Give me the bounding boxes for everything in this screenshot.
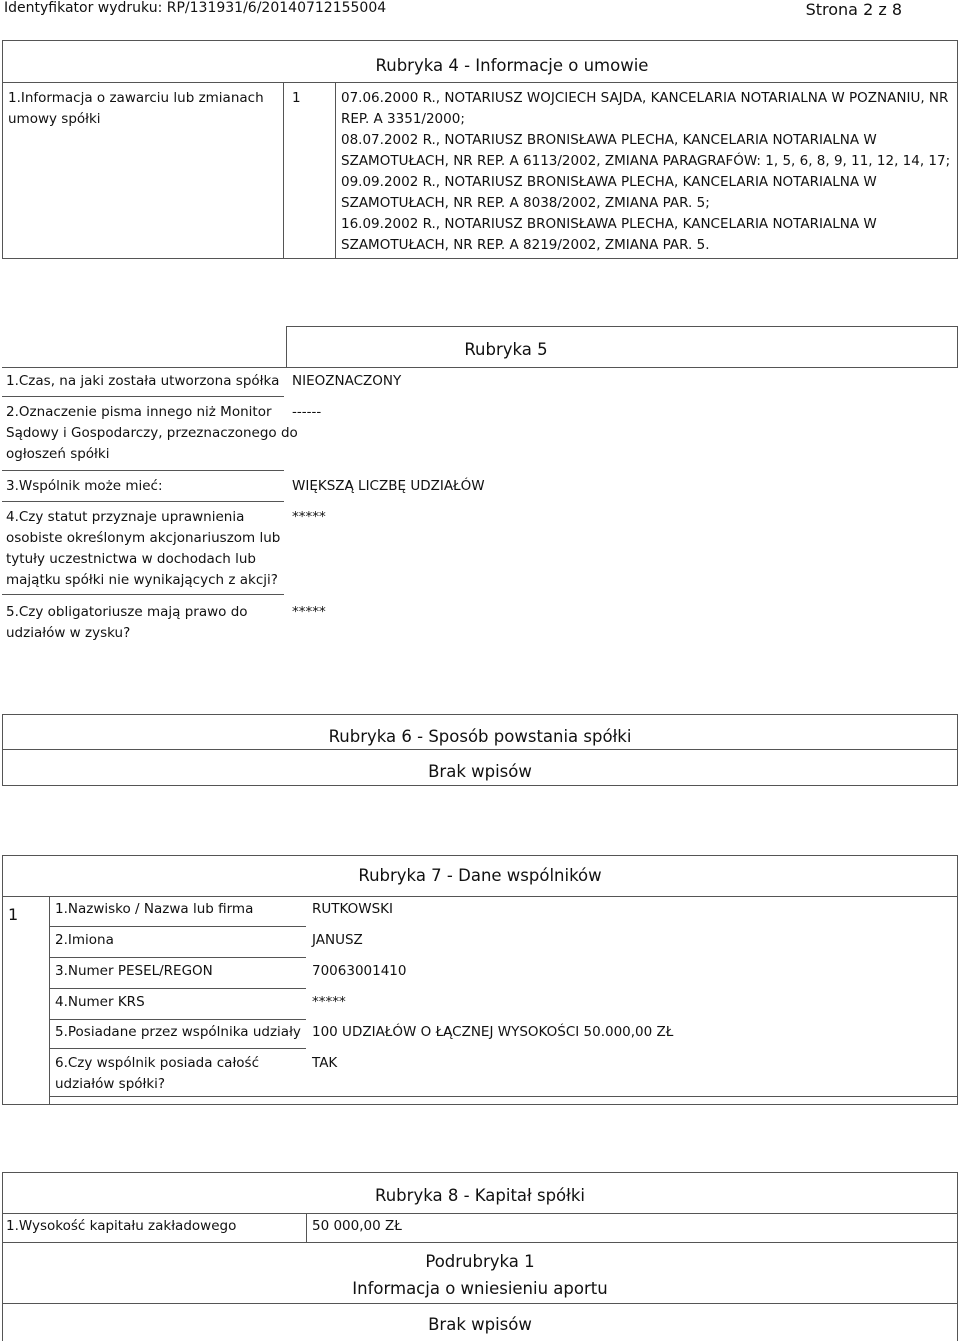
entry-line: SZAMOTUŁACH, NR REP. A 6113/2002, ZMIANA PARAGRAFÓW: 1, 5, 6, 8, 9, 11, 12, 14, 17;: [341, 153, 951, 169]
rubryka-6-empty: Brak wpisów: [428, 762, 532, 781]
label-line: 3.Wspólnik może mieć:: [6, 478, 163, 494]
label-line: ogłoszeń spółki: [6, 446, 110, 462]
rubryka-5-right-border: [957, 326, 958, 368]
rubryka-7-row-2-value: JANUSZ: [312, 932, 363, 948]
label-line: udziałów w zysku?: [6, 625, 131, 641]
label-line: osobiste określonym akcjonariuszom lub: [6, 530, 281, 546]
rubryka-5-row-5-label: [6, 602, 248, 644]
rubryka-8-row-1-label: 1.Wysokość kapitału zakładowego: [6, 1218, 237, 1234]
podrubryka-1-title: Podrubryka 1: [425, 1252, 535, 1271]
entry-line: 08.07.2002 R., NOTARIUSZ BRONISŁAWA PLECHA, KANCELARIA NOTARIALNA W: [341, 132, 877, 148]
rubryka-5-title: Rubryka 5: [464, 340, 548, 359]
rubryka-7-row-3-label: 3.Numer PESEL/REGON: [55, 963, 213, 979]
podrubryka-1-divider: [2, 1303, 958, 1304]
rubryka-4-row-label: [8, 88, 264, 130]
row-divider: [50, 1019, 306, 1020]
label-line: 1.Informacja o zawarciu lub zmianach: [8, 90, 264, 106]
podrubryka-1-empty: Brak wpisów: [428, 1315, 532, 1334]
label-line: umowy spółki: [8, 111, 101, 127]
rubryka-5-row-4-label: [6, 507, 280, 591]
entry-line: 09.09.2002 R., NOTARIUSZ BRONISŁAWA PLECHA, KANCELARIA NOTARIALNA W: [341, 174, 877, 190]
rubryka-8-col-divider: [306, 1213, 307, 1242]
page-number: Strona 2 z 8: [805, 0, 902, 19]
label-line: udziałów spółki?: [55, 1076, 166, 1092]
entry-line: REP. A 3351/2000;: [341, 111, 465, 127]
rubryka-8-title: Rubryka 8 - Kapitał spółki: [375, 1186, 585, 1205]
row-divider: [2, 501, 284, 502]
rubryka-4-row-number: 1: [292, 90, 301, 106]
label-line: Sądowy i Gospodarczy, przeznaczonego do: [6, 425, 298, 441]
rubryka-7-row-2-label: 2.Imiona: [55, 932, 114, 948]
rubryka-5-title-divider: [2, 367, 958, 368]
rubryka-5-row-4-value: *****: [292, 509, 326, 525]
rubryka-5-row-3-value: WIĘKSZĄ LICZBĘ UDZIAŁÓW: [292, 478, 485, 494]
label-line: 4.Czy statut przyznaje uprawnienia: [6, 509, 245, 525]
row-divider: [2, 594, 284, 595]
entry-line: SZAMOTUŁACH, NR REP. A 8038/2002, ZMIANA PAR. 5;: [341, 195, 710, 211]
rubryka-7-title-divider: [2, 896, 958, 897]
rubryka-7-row-6-label: [55, 1053, 259, 1095]
row-divider: [50, 957, 306, 958]
entry-line: SZAMOTUŁACH, NR REP. A 8219/2002, ZMIANA PAR. 5.: [341, 237, 710, 253]
label-line: 5.Czy obligatoriusze mają prawo do: [6, 604, 248, 620]
rubryka-5-row-1-value: NIEOZNACZONY: [292, 373, 402, 389]
rubryka-8-title-divider: [2, 1213, 958, 1214]
label-line: tytuły uczestnictwa w dochodach lub: [6, 551, 256, 567]
rubryka-7-row-5-label: 5.Posiadane przez wspólnika udziały: [55, 1024, 301, 1040]
row-divider: [2, 396, 284, 397]
rubryka-8-row-1-value: 50 000,00 ZŁ: [312, 1218, 402, 1234]
rubryka-6-title: Rubryka 6 - Sposób powstania spółki: [328, 727, 632, 746]
rubryka-5-row-2-value: ------: [292, 404, 322, 420]
label-line: 1.Czas, na jaki została utworzona spółka: [6, 373, 280, 389]
rubryka-4-col-divider-2: [335, 82, 336, 259]
row-divider: [50, 926, 306, 927]
rubryka-4-entries: [341, 88, 950, 256]
rubryka-5-row-3-label: [6, 476, 163, 497]
rubryka-7-row-1-value: RUTKOWSKI: [312, 901, 393, 917]
rubryka-6-title-divider: [2, 749, 958, 750]
row-divider: [50, 1048, 306, 1049]
entry-line: 07.06.2000 R., NOTARIUSZ WOJCIECH SAJDA, KANCELARIA NOTARIALNA W POZNANIU, NR: [341, 90, 949, 106]
rubryka-7-row-number: 1: [8, 905, 19, 924]
rubryka-7-row-3-value: 70063001410: [312, 963, 407, 979]
label-line: 2.Oznaczenie pisma innego niż Monitor: [6, 404, 272, 420]
rubryka-5-row-2-label: [6, 402, 298, 465]
podrubryka-1-subtitle: Informacja o wniesieniu aportu: [352, 1279, 608, 1298]
row-divider: [50, 988, 306, 989]
rubryka-7-row-4-label: 4.Numer KRS: [55, 994, 145, 1010]
label-line: 6.Czy wspólnik posiada całość: [55, 1055, 260, 1071]
rubryka-7-number-col-divider: [49, 896, 50, 1105]
entry-line: 16.09.2002 R., NOTARIUSZ BRONISŁAWA PLECHA, KANCELARIA NOTARIALNA W: [341, 216, 877, 232]
rubryka-5-top-border: [286, 326, 958, 327]
row-divider: [50, 1096, 958, 1097]
rubryka-5-row-1-label: [6, 371, 279, 392]
rubryka-7-row-5-value: 100 UDZIAŁÓW O ŁĄCZNEJ WYSOKOŚCI 50.000,00 ZŁ: [312, 1024, 674, 1040]
rubryka-7-title: Rubryka 7 - Dane wspólników: [358, 866, 602, 885]
rubryka-5-row-5-value: *****: [292, 604, 326, 620]
print-identifier: Identyfikator wydruku: RP/131931/6/20140712155004: [4, 0, 387, 16]
rubryka-7-row-1-label: 1.Nazwisko / Nazwa lub firma: [55, 901, 254, 917]
rubryka-7-row-6-value: TAK: [312, 1055, 338, 1071]
rubryka-4-col-divider-1: [283, 82, 284, 259]
rubryka-4-title-divider: [2, 82, 958, 83]
rubryka-4-title: Rubryka 4 - Informacje o umowie: [375, 56, 649, 75]
rubryka-7-row-4-value: *****: [312, 994, 346, 1010]
label-line: majątku spółki nie wynikających z akcji?: [6, 572, 278, 588]
row-divider: [2, 470, 284, 471]
rubryka-8-row-divider: [2, 1242, 958, 1243]
